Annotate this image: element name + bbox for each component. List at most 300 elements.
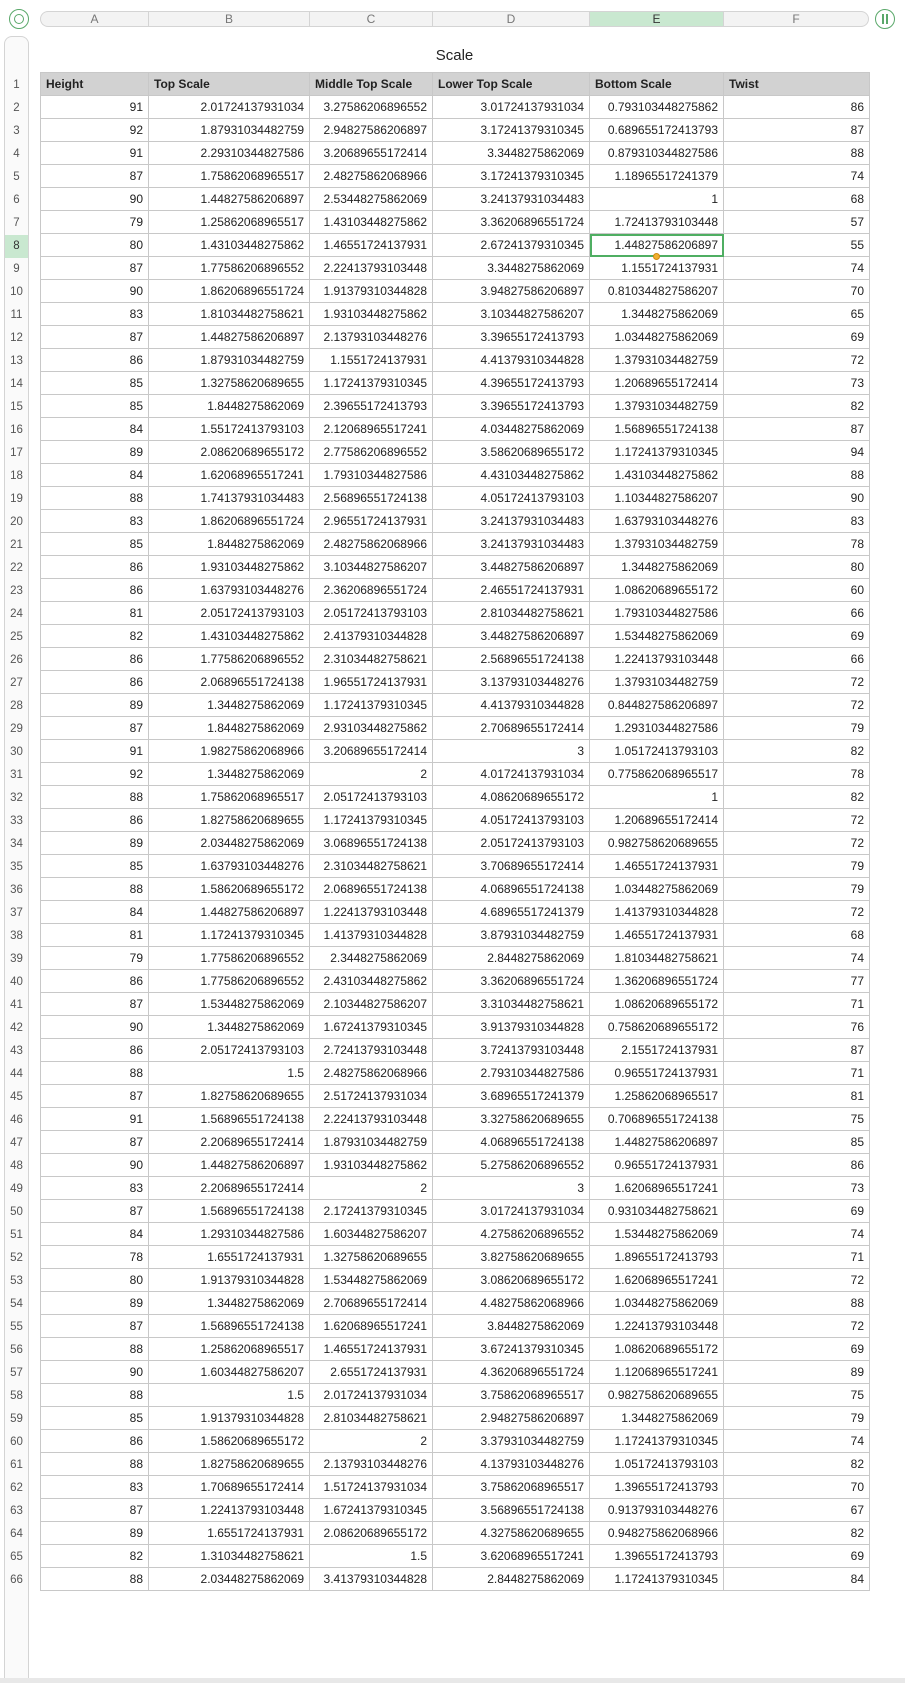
table-cell[interactable]: 1.46551724137931 — [590, 924, 724, 947]
table-cell[interactable]: 1.17241379310345 — [310, 372, 433, 395]
row-number[interactable]: 56 — [10, 1343, 23, 1356]
table-cell[interactable]: 1.63793103448276 — [590, 510, 724, 533]
table-cell[interactable]: 1.6551724137931 — [149, 1246, 310, 1269]
row-number[interactable]: 37 — [10, 906, 23, 919]
table-cell[interactable]: 86 — [41, 556, 149, 579]
row-number[interactable]: 24 — [10, 607, 23, 620]
column-header-f[interactable]: F — [723, 11, 869, 27]
table-cell[interactable]: 1.3448275862069 — [149, 763, 310, 786]
table-cell[interactable]: 2.17241379310345 — [310, 1200, 433, 1223]
table-cell[interactable]: 1.77586206896552 — [149, 970, 310, 993]
table-cell[interactable]: 76 — [724, 1016, 870, 1039]
table-cell[interactable]: 3.24137931034483 — [433, 188, 590, 211]
table-cell[interactable]: 88 — [724, 464, 870, 487]
table-cell[interactable]: 74 — [724, 165, 870, 188]
table-cell[interactable]: 2.8448275862069 — [433, 1568, 590, 1591]
table-cell[interactable]: 2.94827586206897 — [310, 119, 433, 142]
row-number[interactable]: 31 — [10, 768, 23, 781]
table-cell[interactable]: 4.32758620689655 — [433, 1522, 590, 1545]
row-number[interactable]: 60 — [10, 1435, 23, 1448]
row-number[interactable]: 30 — [10, 745, 23, 758]
row-number[interactable]: 14 — [10, 377, 23, 390]
table-cell[interactable]: 1.53448275862069 — [590, 625, 724, 648]
row-number[interactable]: 39 — [10, 952, 23, 965]
table-cell[interactable]: 81 — [41, 924, 149, 947]
table-cell[interactable]: 1.22413793103448 — [310, 901, 433, 924]
table-cell[interactable]: 3.20689655172414 — [310, 142, 433, 165]
table-cell[interactable]: 83 — [41, 303, 149, 326]
table-cell[interactable]: 87 — [41, 165, 149, 188]
table-cell[interactable]: 66 — [724, 648, 870, 671]
table-cell[interactable]: 86 — [41, 1430, 149, 1453]
row-number[interactable]: 19 — [10, 492, 23, 505]
table-cell[interactable]: 1.72413793103448 — [590, 211, 724, 234]
table-cell[interactable]: 0.844827586206897 — [590, 694, 724, 717]
table-cell[interactable]: 1.36206896551724 — [590, 970, 724, 993]
header-cell-middle-top-scale[interactable]: Middle Top Scale — [310, 73, 433, 96]
selection-fill-handle[interactable] — [653, 253, 660, 260]
table-cell[interactable]: 1.22413793103448 — [149, 1499, 310, 1522]
table-cell[interactable]: 82 — [724, 1522, 870, 1545]
row-number[interactable]: 17 — [10, 446, 23, 459]
table-cell[interactable]: 91 — [41, 142, 149, 165]
table-cell[interactable]: 1.32758620689655 — [149, 372, 310, 395]
table-cell[interactable]: 69 — [724, 1545, 870, 1568]
table-cell[interactable]: 1.62068965517241 — [590, 1177, 724, 1200]
table-cell[interactable]: 3.8448275862069 — [433, 1315, 590, 1338]
table-cell[interactable]: 2.08620689655172 — [149, 441, 310, 464]
table-cell[interactable]: 1.91379310344828 — [149, 1407, 310, 1430]
table-cell[interactable]: 1.82758620689655 — [149, 809, 310, 832]
table-cell[interactable]: 85 — [41, 372, 149, 395]
table-cell[interactable]: 74 — [724, 1223, 870, 1246]
table-cell[interactable]: 88 — [41, 1453, 149, 1476]
table-cell[interactable]: 88 — [41, 1568, 149, 1591]
table-cell[interactable]: 1.22413793103448 — [590, 1315, 724, 1338]
table-cell[interactable]: 88 — [41, 1338, 149, 1361]
table-cell[interactable]: 0.775862068965517 — [590, 763, 724, 786]
table-cell[interactable]: 86 — [41, 579, 149, 602]
table-cell[interactable]: 83 — [41, 510, 149, 533]
row-number[interactable]: 48 — [10, 1159, 23, 1172]
row-number[interactable]: 54 — [10, 1297, 23, 1310]
table-cell[interactable]: 2.22413793103448 — [310, 1108, 433, 1131]
table-cell[interactable]: 1.32758620689655 — [310, 1246, 433, 1269]
table-cell[interactable]: 2.05172413793103 — [433, 832, 590, 855]
table-cell[interactable]: 1.5 — [149, 1062, 310, 1085]
table-cell[interactable]: 1.43103448275862 — [590, 464, 724, 487]
table-cell[interactable]: 4.06896551724138 — [433, 1131, 590, 1154]
table-cell[interactable]: 3.41379310344828 — [310, 1568, 433, 1591]
table-cell[interactable]: 84 — [724, 1568, 870, 1591]
header-cell-bottom-scale[interactable]: Bottom Scale — [590, 73, 724, 96]
table-cell[interactable]: 2.8448275862069 — [433, 947, 590, 970]
table-cell[interactable]: 3.36206896551724 — [433, 970, 590, 993]
header-cell-twist[interactable]: Twist — [724, 73, 870, 96]
table-cell[interactable]: 82 — [724, 1453, 870, 1476]
table-cell[interactable]: 2.3448275862069 — [310, 947, 433, 970]
table-cell[interactable]: 1.53448275862069 — [590, 1223, 724, 1246]
table-cell[interactable]: 4.13793103448276 — [433, 1453, 590, 1476]
table-cell[interactable]: 2.48275862068966 — [310, 533, 433, 556]
table-cell[interactable]: 3.20689655172414 — [310, 740, 433, 763]
table-cell[interactable]: 3.44827586206897 — [433, 556, 590, 579]
row-number[interactable]: 61 — [10, 1458, 23, 1471]
row-number[interactable]: 11 — [10, 308, 23, 321]
table-cell[interactable]: 1.41379310344828 — [310, 924, 433, 947]
freeze-columns-icon[interactable] — [875, 9, 895, 29]
table-cell[interactable]: 78 — [724, 533, 870, 556]
table-cell[interactable]: 72 — [724, 901, 870, 924]
table-cell[interactable]: 1.82758620689655 — [149, 1085, 310, 1108]
table-cell[interactable]: 84 — [41, 1223, 149, 1246]
table-cell[interactable]: 4.27586206896552 — [433, 1223, 590, 1246]
table-cell[interactable]: 3.62068965517241 — [433, 1545, 590, 1568]
row-number[interactable]: 42 — [10, 1021, 23, 1034]
table-cell[interactable]: 1.91379310344828 — [310, 280, 433, 303]
table-cell[interactable]: 3.70689655172414 — [433, 855, 590, 878]
table-cell[interactable]: 2.13793103448276 — [310, 1453, 433, 1476]
table-cell[interactable]: 4.36206896551724 — [433, 1361, 590, 1384]
table-cell[interactable]: 1.03448275862069 — [590, 878, 724, 901]
table-cell[interactable]: 1.17241379310345 — [590, 1430, 724, 1453]
table-cell[interactable]: 3.87931034482759 — [433, 924, 590, 947]
table-cell[interactable]: 1.46551724137931 — [310, 234, 433, 257]
table-cell[interactable]: 87 — [41, 1315, 149, 1338]
table-cell[interactable]: 83 — [724, 510, 870, 533]
table-cell[interactable]: 88 — [41, 1062, 149, 1085]
row-number[interactable]: 66 — [10, 1573, 23, 1586]
table-cell[interactable]: 1.86206896551724 — [149, 510, 310, 533]
table-cell[interactable]: 70 — [724, 280, 870, 303]
table-cell[interactable]: 78 — [724, 763, 870, 786]
table-cell[interactable]: 2.79310344827586 — [433, 1062, 590, 1085]
table-cell[interactable]: 0.982758620689655 — [590, 1384, 724, 1407]
table-cell[interactable]: 71 — [724, 1062, 870, 1085]
table-cell[interactable]: 4.43103448275862 — [433, 464, 590, 487]
table-cell[interactable]: 1.77586206896552 — [149, 257, 310, 280]
table-cell[interactable]: 86 — [41, 970, 149, 993]
table-cell[interactable]: 72 — [724, 1315, 870, 1338]
table-cell[interactable]: 1.74137931034483 — [149, 487, 310, 510]
table-cell[interactable]: 86 — [41, 671, 149, 694]
table-cell[interactable]: 1.44827586206897 — [149, 901, 310, 924]
table-cell[interactable]: 74 — [724, 257, 870, 280]
table-cell[interactable]: 2.03448275862069 — [149, 1568, 310, 1591]
row-number[interactable]: 38 — [10, 929, 23, 942]
table-cell[interactable]: 1.20689655172414 — [590, 372, 724, 395]
table-cell[interactable]: 1.22413793103448 — [590, 648, 724, 671]
table-cell[interactable]: 72 — [724, 349, 870, 372]
row-number[interactable]: 57 — [10, 1366, 23, 1379]
table-cell[interactable]: 1.05172413793103 — [590, 1453, 724, 1476]
table-cell[interactable]: 4.41379310344828 — [433, 349, 590, 372]
table-cell[interactable]: 1.3448275862069 — [590, 303, 724, 326]
table-cell[interactable]: 1.81034482758621 — [149, 303, 310, 326]
table-cell[interactable]: 1.37931034482759 — [590, 349, 724, 372]
table-cell[interactable]: 1.87931034482759 — [310, 1131, 433, 1154]
table-cell[interactable]: 2.6551724137931 — [310, 1361, 433, 1384]
table-cell[interactable]: 1 — [590, 786, 724, 809]
table-cell[interactable]: 2.01724137931034 — [149, 96, 310, 119]
table-cell[interactable]: 1.87931034482759 — [149, 349, 310, 372]
table-cell[interactable]: 0.913793103448276 — [590, 1499, 724, 1522]
table-cell[interactable]: 1.12068965517241 — [590, 1361, 724, 1384]
table-cell[interactable]: 1.05172413793103 — [590, 740, 724, 763]
table-cell[interactable]: 2.13793103448276 — [310, 326, 433, 349]
table-cell[interactable]: 82 — [724, 395, 870, 418]
row-number[interactable]: 49 — [10, 1182, 23, 1195]
column-header-d[interactable]: D — [432, 11, 589, 27]
table-cell[interactable]: 87 — [724, 119, 870, 142]
table-cell[interactable]: 72 — [724, 694, 870, 717]
row-number[interactable]: 40 — [10, 975, 23, 988]
table-cell[interactable]: 85 — [41, 1407, 149, 1430]
table-cell[interactable]: 1.53448275862069 — [310, 1269, 433, 1292]
table-cell[interactable]: 75 — [724, 1384, 870, 1407]
table-cell[interactable]: 2.96551724137931 — [310, 510, 433, 533]
table-cell[interactable]: 1.77586206896552 — [149, 947, 310, 970]
table-cell[interactable]: 85 — [724, 1131, 870, 1154]
table-cell[interactable]: 2 — [310, 1177, 433, 1200]
table-cell[interactable]: 3.91379310344828 — [433, 1016, 590, 1039]
table-cell[interactable]: 3.01724137931034 — [433, 96, 590, 119]
table-cell[interactable]: 87 — [41, 1499, 149, 1522]
table-cell[interactable]: 1.39655172413793 — [590, 1545, 724, 1568]
table-cell[interactable]: 3.56896551724138 — [433, 1499, 590, 1522]
table-cell[interactable]: 70 — [724, 1476, 870, 1499]
table-cell[interactable]: 1.75862068965517 — [149, 165, 310, 188]
table-cell[interactable]: 1.93103448275862 — [310, 1154, 433, 1177]
table-cell[interactable]: 1.58620689655172 — [149, 1430, 310, 1453]
table-cell[interactable]: 87 — [41, 1085, 149, 1108]
table-cell[interactable]: 2.20689655172414 — [149, 1177, 310, 1200]
row-number[interactable]: 53 — [10, 1274, 23, 1287]
table-cell[interactable]: 3.94827586206897 — [433, 280, 590, 303]
table-cell[interactable]: 3.31034482758621 — [433, 993, 590, 1016]
table-cell[interactable]: 91 — [41, 740, 149, 763]
row-number[interactable]: 10 — [10, 285, 23, 298]
table-cell[interactable]: 3.13793103448276 — [433, 671, 590, 694]
table-cell[interactable]: 1.31034482758621 — [149, 1545, 310, 1568]
column-header-e[interactable]: E — [589, 11, 723, 27]
table-cell[interactable]: 3.37931034482759 — [433, 1430, 590, 1453]
table-cell[interactable]: 1.25862068965517 — [149, 211, 310, 234]
table-cell[interactable]: 2.05172413793103 — [310, 786, 433, 809]
table-cell[interactable]: 90 — [41, 1016, 149, 1039]
table-cell[interactable]: 88 — [41, 1384, 149, 1407]
table-cell[interactable]: 2.31034482758621 — [310, 648, 433, 671]
table-cell[interactable]: 57 — [724, 211, 870, 234]
table-cell[interactable]: 1.29310344827586 — [149, 1223, 310, 1246]
table-cell[interactable]: 89 — [724, 1361, 870, 1384]
table-cell[interactable]: 1.18965517241379 — [590, 165, 724, 188]
table-cell[interactable]: 88 — [41, 878, 149, 901]
table-cell[interactable]: 1.37931034482759 — [590, 671, 724, 694]
table-cell[interactable]: 1.96551724137931 — [310, 671, 433, 694]
table-cell[interactable]: 4.08620689655172 — [433, 786, 590, 809]
table-cell[interactable]: 71 — [724, 1246, 870, 1269]
row-number[interactable]: 64 — [10, 1527, 23, 1540]
table-cell[interactable]: 3.01724137931034 — [433, 1200, 590, 1223]
table-cell[interactable]: 72 — [724, 671, 870, 694]
table-cell[interactable]: 3.75862068965517 — [433, 1476, 590, 1499]
table-cell[interactable]: 1.03448275862069 — [590, 326, 724, 349]
add-circle-icon[interactable] — [9, 9, 29, 29]
table-cell[interactable]: 3.17241379310345 — [433, 119, 590, 142]
table-cell[interactable]: 1.8448275862069 — [149, 395, 310, 418]
table-cell[interactable]: 81 — [724, 1085, 870, 1108]
table-cell[interactable]: 78 — [41, 1246, 149, 1269]
row-number[interactable]: 5 — [13, 170, 20, 183]
table-cell[interactable]: 0.948275862068966 — [590, 1522, 724, 1545]
table-cell[interactable]: 72 — [724, 832, 870, 855]
table-cell[interactable]: 2.08620689655172 — [310, 1522, 433, 1545]
table-cell[interactable]: 1.3448275862069 — [149, 694, 310, 717]
table-cell[interactable]: 0.96551724137931 — [590, 1062, 724, 1085]
table-cell[interactable]: 3.44827586206897 — [433, 625, 590, 648]
table-cell[interactable]: 3 — [433, 1177, 590, 1200]
row-number[interactable]: 51 — [10, 1228, 23, 1241]
table-cell[interactable]: 1.17241379310345 — [310, 809, 433, 832]
table-cell[interactable]: 1.93103448275862 — [310, 303, 433, 326]
row-number[interactable]: 12 — [10, 331, 23, 344]
table-cell[interactable]: 1.17241379310345 — [310, 694, 433, 717]
table-cell[interactable]: 1.5 — [149, 1384, 310, 1407]
row-number[interactable]: 6 — [13, 193, 20, 206]
table-cell[interactable]: 2.1551724137931 — [590, 1039, 724, 1062]
table-cell[interactable]: 90 — [41, 280, 149, 303]
table-cell[interactable]: 2.43103448275862 — [310, 970, 433, 993]
header-cell-top-scale[interactable]: Top Scale — [149, 73, 310, 96]
table-cell[interactable]: 73 — [724, 1177, 870, 1200]
table-cell[interactable]: 89 — [41, 441, 149, 464]
table-cell[interactable]: 2 — [310, 763, 433, 786]
table-cell[interactable]: 84 — [41, 464, 149, 487]
table-cell[interactable]: 1.46551724137931 — [310, 1338, 433, 1361]
table-cell[interactable]: 79 — [724, 855, 870, 878]
table-cell[interactable]: 1.43103448275862 — [149, 234, 310, 257]
table-cell[interactable]: 1.98275862068966 — [149, 740, 310, 763]
row-number[interactable]: 18 — [10, 469, 23, 482]
table-cell[interactable]: 1.43103448275862 — [310, 211, 433, 234]
table-cell[interactable]: 2.12068965517241 — [310, 418, 433, 441]
table-cell[interactable]: 1.29310344827586 — [590, 717, 724, 740]
table-cell[interactable]: 1.62068965517241 — [149, 464, 310, 487]
table-cell[interactable]: 2.93103448275862 — [310, 717, 433, 740]
table-cell[interactable]: 0.931034482758621 — [590, 1200, 724, 1223]
row-number[interactable]: 2 — [13, 101, 20, 114]
table-cell[interactable]: 3.39655172413793 — [433, 326, 590, 349]
row-number[interactable]: 4 — [13, 147, 20, 160]
table-cell[interactable]: 1.79310344827586 — [310, 464, 433, 487]
row-number[interactable]: 50 — [10, 1205, 23, 1218]
table-cell[interactable]: 0.706896551724138 — [590, 1108, 724, 1131]
table-cell[interactable]: 3.36206896551724 — [433, 211, 590, 234]
table-cell[interactable]: 68 — [724, 924, 870, 947]
table-cell[interactable]: 1.56896551724138 — [149, 1200, 310, 1223]
table-cell[interactable]: 1.89655172413793 — [590, 1246, 724, 1269]
table-cell[interactable]: 88 — [724, 1292, 870, 1315]
table-cell[interactable]: 2.41379310344828 — [310, 625, 433, 648]
row-number[interactable]: 36 — [10, 883, 23, 896]
row-number[interactable]: 34 — [10, 837, 23, 850]
table-cell[interactable]: 88 — [41, 487, 149, 510]
table-cell[interactable]: 74 — [724, 1430, 870, 1453]
table-cell[interactable]: 3.32758620689655 — [433, 1108, 590, 1131]
table-cell[interactable]: 86 — [41, 809, 149, 832]
table-cell[interactable]: 3.3448275862069 — [433, 257, 590, 280]
table-cell[interactable]: 82 — [41, 625, 149, 648]
table-cell[interactable]: 83 — [41, 1476, 149, 1499]
table-cell[interactable]: 82 — [724, 786, 870, 809]
row-number[interactable]: 52 — [10, 1251, 23, 1264]
table-cell[interactable]: 1.20689655172414 — [590, 809, 724, 832]
row-number[interactable]: 58 — [10, 1389, 23, 1402]
table-cell[interactable]: 4.06896551724138 — [433, 878, 590, 901]
table-cell[interactable]: 2.46551724137931 — [433, 579, 590, 602]
table-cell[interactable]: 1.55172413793103 — [149, 418, 310, 441]
table-cell[interactable]: 2.51724137931034 — [310, 1085, 433, 1108]
table-cell[interactable]: 2.31034482758621 — [310, 855, 433, 878]
header-cell-height[interactable]: Height — [41, 73, 149, 96]
table-cell[interactable]: 3.75862068965517 — [433, 1384, 590, 1407]
table-cell[interactable]: 87 — [41, 1131, 149, 1154]
table-cell[interactable]: 2.67241379310345 — [433, 234, 590, 257]
table-cell[interactable]: 1.60344827586207 — [310, 1223, 433, 1246]
table-cell[interactable]: 67 — [724, 1499, 870, 1522]
table-cell[interactable]: 4.01724137931034 — [433, 763, 590, 786]
table-cell[interactable]: 79 — [41, 947, 149, 970]
table-cell[interactable]: 85 — [41, 855, 149, 878]
table-cell[interactable]: 3.72413793103448 — [433, 1039, 590, 1062]
table-cell[interactable]: 82 — [41, 1545, 149, 1568]
table-cell[interactable]: 69 — [724, 1200, 870, 1223]
row-number[interactable]: 59 — [10, 1412, 23, 1425]
table-cell[interactable]: 90 — [724, 487, 870, 510]
row-number[interactable]: 23 — [10, 584, 23, 597]
table-cell[interactable]: 1.1551724137931 — [590, 257, 724, 280]
table-cell[interactable]: 3.06896551724138 — [310, 832, 433, 855]
table-cell[interactable]: 1.08620689655172 — [590, 579, 724, 602]
table-cell[interactable]: 1.53448275862069 — [149, 993, 310, 1016]
table-cell[interactable]: 89 — [41, 1522, 149, 1545]
table-cell[interactable]: 79 — [724, 717, 870, 740]
row-number[interactable]: 15 — [10, 400, 23, 413]
bottom-scroll-strip[interactable] — [0, 1678, 905, 1683]
table-cell[interactable]: 2.53448275862069 — [310, 188, 433, 211]
table-cell[interactable]: 0.879310344827586 — [590, 142, 724, 165]
table-cell[interactable]: 1.62068965517241 — [590, 1269, 724, 1292]
table-cell[interactable]: 1.08620689655172 — [590, 993, 724, 1016]
table-cell[interactable]: 1.44827586206897 — [149, 1154, 310, 1177]
table-cell[interactable]: 1.87931034482759 — [149, 119, 310, 142]
table-cell[interactable]: 1.08620689655172 — [590, 1338, 724, 1361]
table-cell[interactable]: 1.93103448275862 — [149, 556, 310, 579]
table-cell[interactable]: 3.67241379310345 — [433, 1338, 590, 1361]
table-cell[interactable]: 89 — [41, 694, 149, 717]
table-cell[interactable]: 1.58620689655172 — [149, 878, 310, 901]
table-cell[interactable]: 4.48275862068966 — [433, 1292, 590, 1315]
table-cell[interactable]: 1.44827586206897 — [590, 234, 724, 257]
table-cell[interactable]: 2.06896551724138 — [149, 671, 310, 694]
row-number[interactable]: 35 — [10, 860, 23, 873]
table-cell[interactable]: 2.56896551724138 — [310, 487, 433, 510]
row-number[interactable]: 21 — [10, 538, 23, 551]
table-cell[interactable]: 1.56896551724138 — [149, 1315, 310, 1338]
row-number[interactable]: 43 — [10, 1044, 23, 1057]
table-cell[interactable]: 3.39655172413793 — [433, 395, 590, 418]
